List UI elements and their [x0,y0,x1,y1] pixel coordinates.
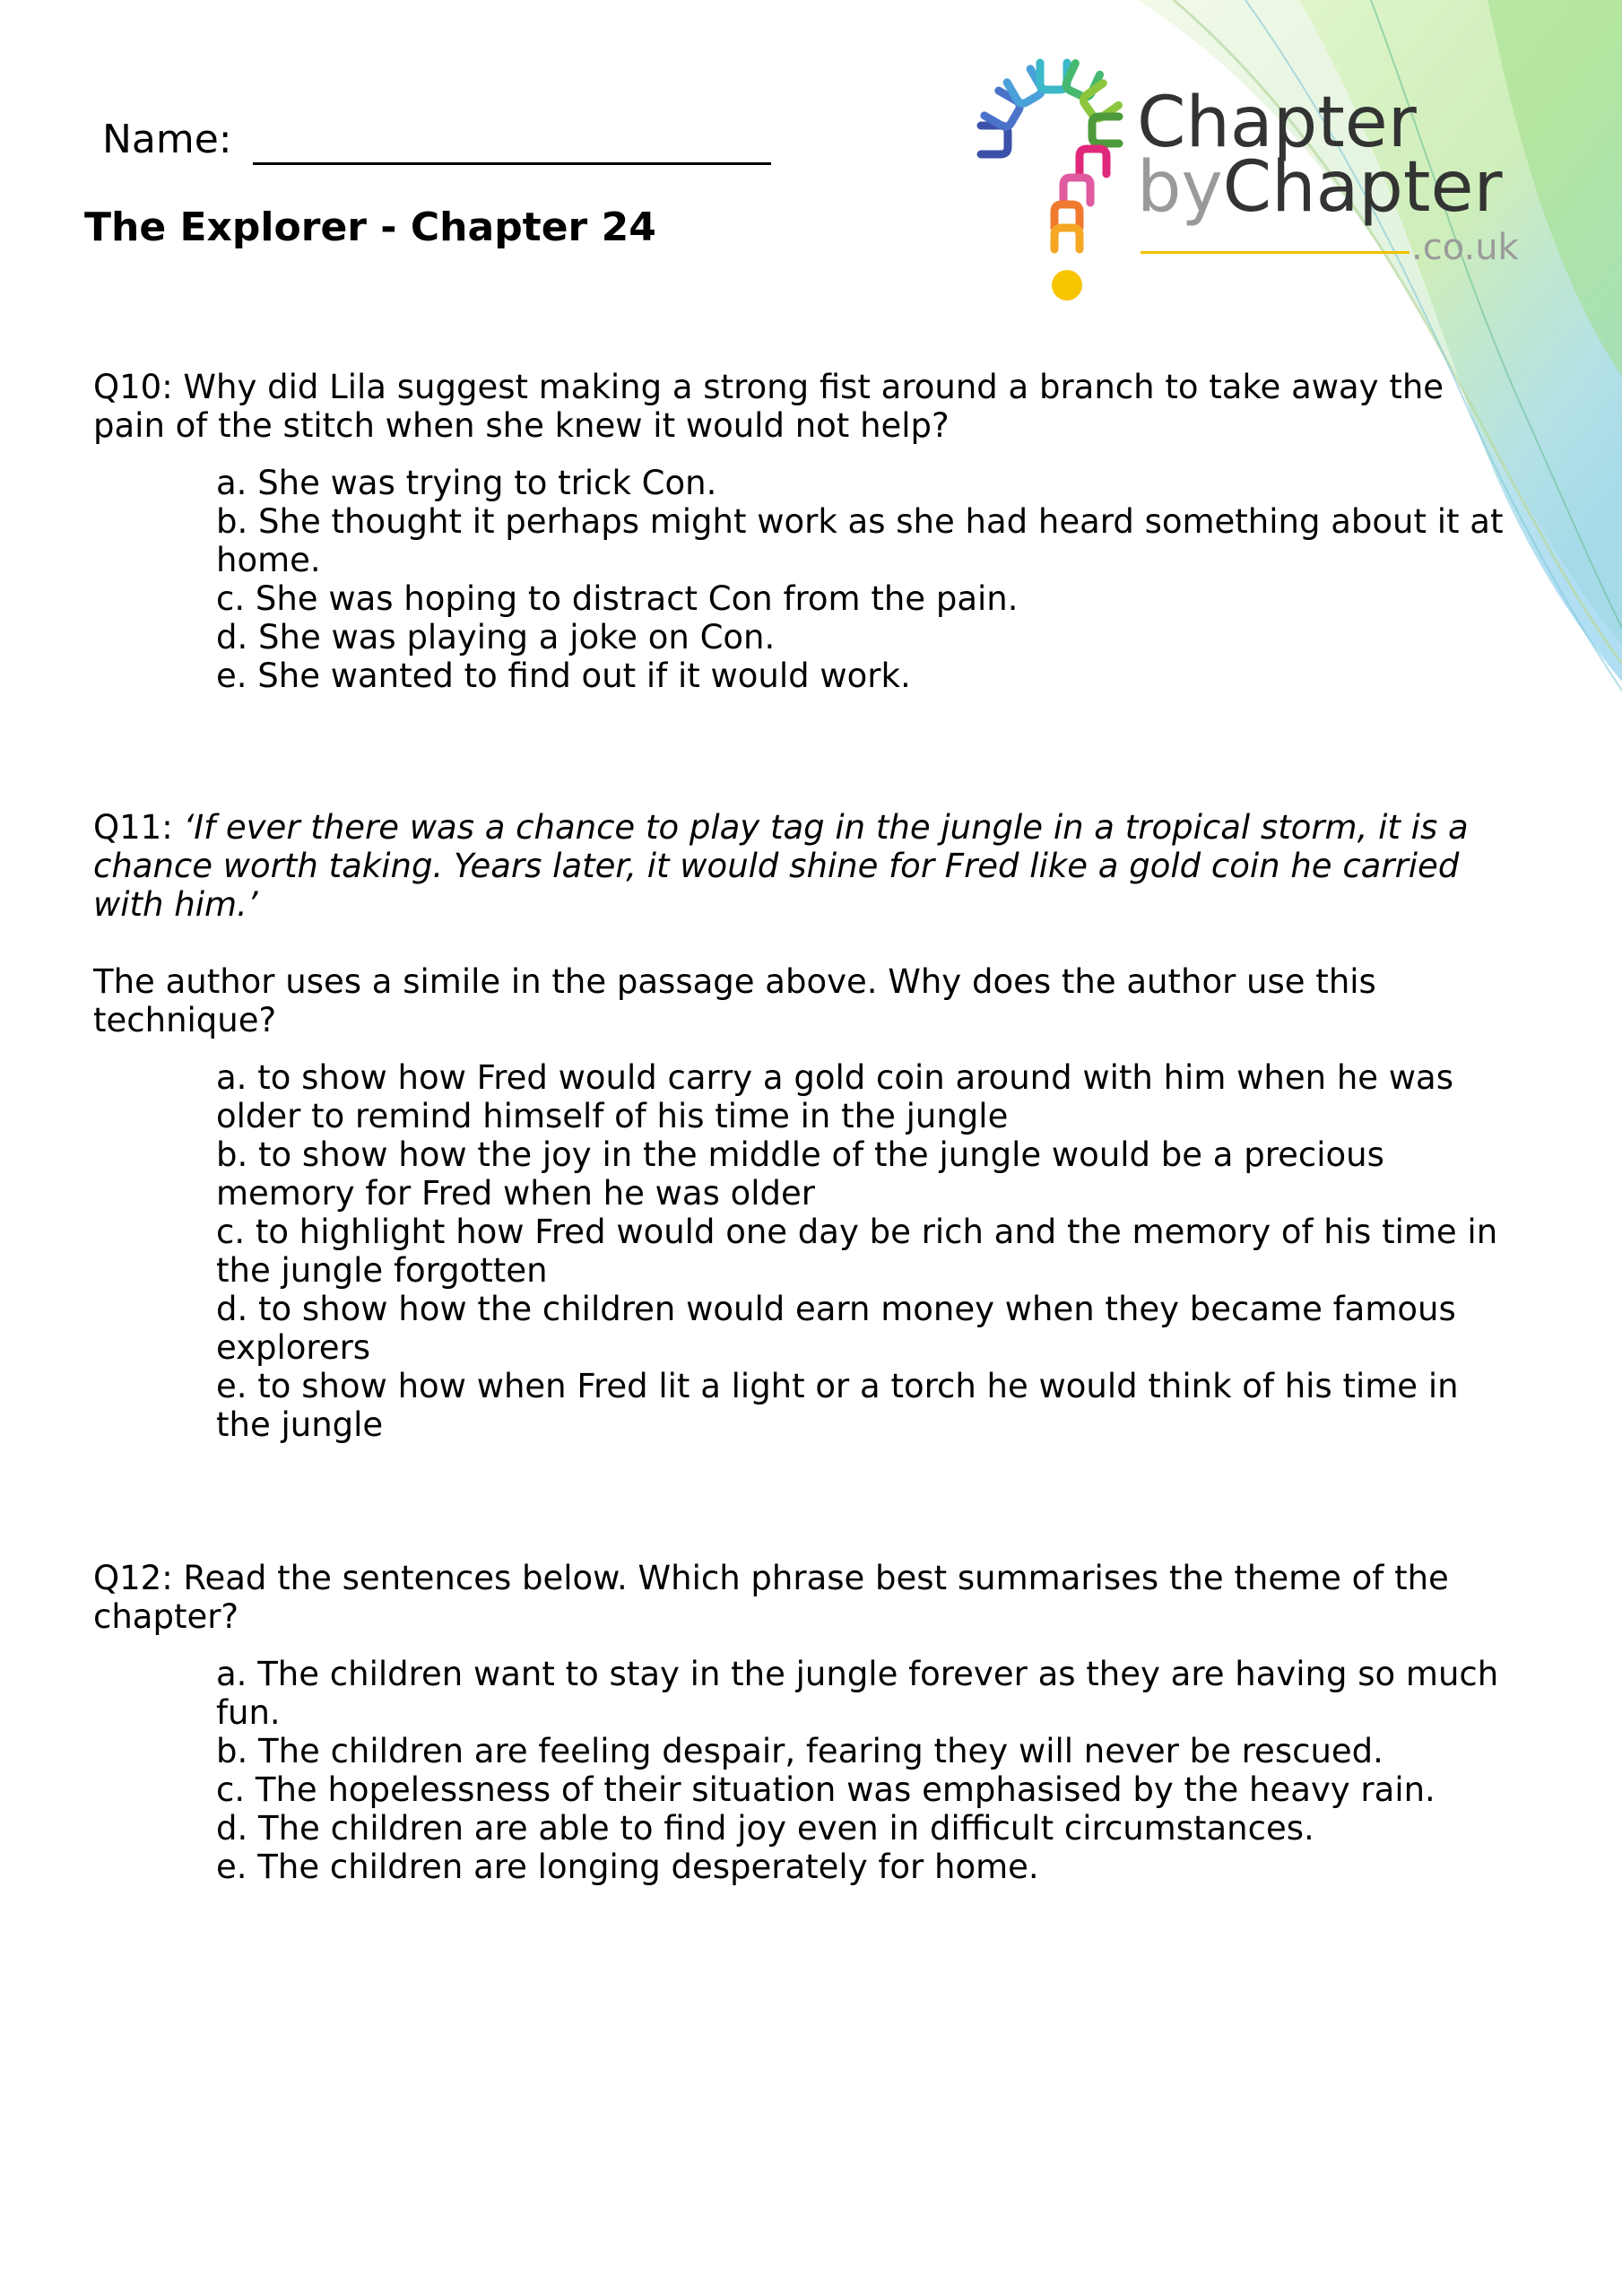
worksheet-content [93,368,1537,1886]
quoted-passage: ‘If ever there was a chance to play tag in the jungle in a tropical storm, it is a chance worth taking. Years later, it would shine for Fred like a gold coin he carried with him.’ [93,808,1469,924]
question-10 [93,368,1537,695]
option-item: d. to show how the children would earn money when they became famous explorers [216,1290,1456,1367]
question-12-options [93,1655,1537,1886]
logo-domain: .co.uk [1411,227,1519,268]
logo-word-by: by [1137,147,1223,228]
question-11-quote [93,808,1537,924]
question-12-text: Q12: Read the sentences below. Which phrase best summarises the theme of the chapter? [93,1559,1449,1636]
chapter-by-chapter-logo [961,50,1535,319]
option-item: b. She thought it perhaps might work as she had heard something about it at home. [216,502,1504,579]
option-item: e. to show how when Fred lit a light or a torch he would think of his time in the jungle [216,1367,1459,1444]
option-item: d. She was playing a joke on Con. [216,618,776,657]
option-item: c. She was hoping to distract Con from the pain. [216,579,1019,618]
question-12 [93,1559,1537,1886]
spacer [93,1444,1537,1559]
question-11-label: Q11: [93,808,173,847]
option-item: d. The children are able to find joy even in difficult circumstances. [216,1809,1314,1848]
option-item: a. The children want to stay in the jungle forever as they are having so much fun. [216,1655,1499,1732]
option-item: b. to show how the joy in the middle of the jungle would be a precious memory for Fred when he was older [216,1135,1384,1213]
question-11-text: The author uses a simile in the passage above. Why does the author use this technique? [93,962,1376,1039]
question-11 [93,808,1537,1444]
option-item: a. to show how Fred would carry a gold coin around with him when he was older to remind himself of his time in the jungle [216,1058,1454,1135]
spacer [93,695,1537,808]
logo-word-chapter: Chapter [1137,83,1417,163]
logo-word-bychapter [1137,147,1503,228]
logo-word-chapter-2: Chapter [1222,147,1503,228]
name-blank-line [253,162,771,165]
question-10-text: Q10: Why did Lila suggest making a strong fist around a branch to take away the pain of the stitch when she knew it would not help? [93,368,1444,445]
option-item: a. She was trying to trick Con. [216,464,717,502]
book-arc-logo-icon [961,50,1141,310]
option-item: e. The children are longing desperately for home. [216,1848,1039,1886]
question-11-options [93,1058,1537,1444]
name-label: Name: [102,117,232,162]
option-item: c. to highlight how Fred would one day be rich and the memory of his time in the jungle forgotten [216,1213,1498,1290]
document-title: The Explorer - Chapter 24 [84,204,656,250]
option-item: e. She wanted to find out if it would work. [216,657,911,695]
option-item: c. The hopelessness of their situation was emphasised by the heavy rain. [216,1770,1436,1809]
question-10-options [93,464,1537,695]
option-item: b. The children are feeling despair, fearing they will never be rescued. [216,1732,1383,1770]
logo-underline [1141,251,1409,254]
